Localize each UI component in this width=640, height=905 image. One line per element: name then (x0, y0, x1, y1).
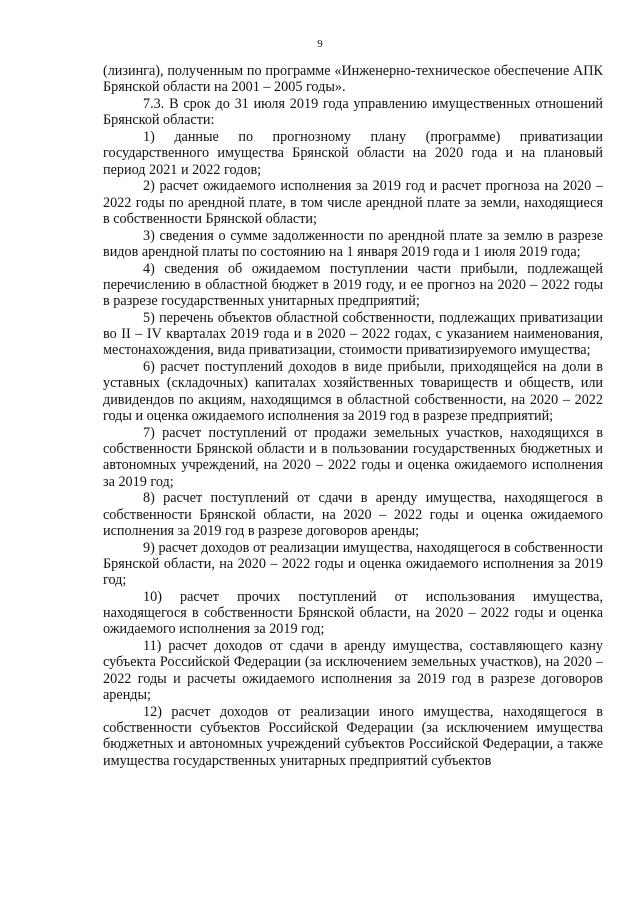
list-item-9: 9) расчет доходов от реализации имущества, находящегося в собственности Брянской области, на 2020 – 2022 годы и оценка ожидаемого исполнения за 2019 год; (103, 539, 603, 589)
list-item-4: 4) сведения об ожидаемом поступлении части прибыли, подлежащей перечислению в областной бюджет в 2019 году, и ее прогноз на 2020 – 2022 годы в разрезе государственных унитарных предприятий; (103, 260, 603, 310)
document-body (103, 63, 603, 769)
paragraph-continuation: (лизинга), полученным по программе «Инженерно-техническое обеспечение АПК Брянской области на 2001 – 2005 годы». (103, 63, 603, 96)
page-number: 9 (317, 38, 323, 50)
list-item-8: 8) расчет поступлений от сдачи в аренду имущества, находящегося в собственности Брянской области, на 2020 – 2022 годы и оценка ожидаемого исполнения за 2019 год в разрезе договоров аренды; (103, 490, 603, 539)
paragraph-7-3: 7.3. В срок до 31 июля 2019 года управлению имущественных отношений Брянской области: (103, 95, 603, 129)
list-item-11: 11) расчет доходов от сдачи в аренду имущества, составляющего казну субъекта Российской Федерации (за исключением земельных участков), на 2020 – 2022 годы и расчеты ожидаемого исполнения за 2019 год в разрезе договоров аренды; (103, 638, 603, 703)
list-item-3: 3) сведения о сумме задолженности по арендной плате за землю в разрезе видов арендной платы по состоянию на 1 января 2019 года и 1 июля 2019 года; (103, 227, 603, 260)
list-item-5: 5) перечень объектов областной собственности, подлежащих приватизации во II – IV кварталах 2019 года и в 2020 – 2022 годах, с указанием наименования, местонахождения, вида приватизации, стоимости приватизируемого имущества; (103, 309, 603, 359)
list-item-12: 12) расчет доходов от реализации иного имущества, находящегося в собственности субъектов Российской Федерации (за исключением имущества бюджетных и автономных учреждений субъектов Российской Федерации, а также имущества государственных унитарных предприятий субъектов (103, 703, 603, 769)
list-item-2: 2) расчет ожидаемого исполнения за 2019 год и расчет прогноза на 2020 – 2022 годы по арендной плате, в том числе арендной плате за земли, находящиеся в собственности Брянской области; (103, 178, 603, 227)
list-item-10: 10) расчет прочих поступлений от использования имущества, находящегося в собственности Брянской области, на 2020 – 2022 годы и оценка ожидаемого исполнения за 2019 год; (103, 588, 603, 638)
list-item-6: 6) расчет поступлений доходов в виде прибыли, приходящейся на доли в уставных (складочных) капиталах хозяйственных товариществ и обществ, или дивидендов по акциям, находящимся в областной собственности, на 2020 – 2022 годы и оценка ожидаемого исполнения за 2019 год в разрезе предприятий; (103, 359, 603, 424)
list-item-7: 7) расчет поступлений от продажи земельных участков, находящихся в собственности Брянской области и в пользовании государственных бюджетных и автономных учреждений, на 2020 – 2022 годы и оценка ожидаемого исполнения за 2019 год; (103, 424, 603, 490)
list-item-1: 1) данные по прогнозному плану (программе) приватизации государственного имущества Брянской области на 2020 года и на плановый период 2021 и 2022 годов; (103, 128, 603, 178)
